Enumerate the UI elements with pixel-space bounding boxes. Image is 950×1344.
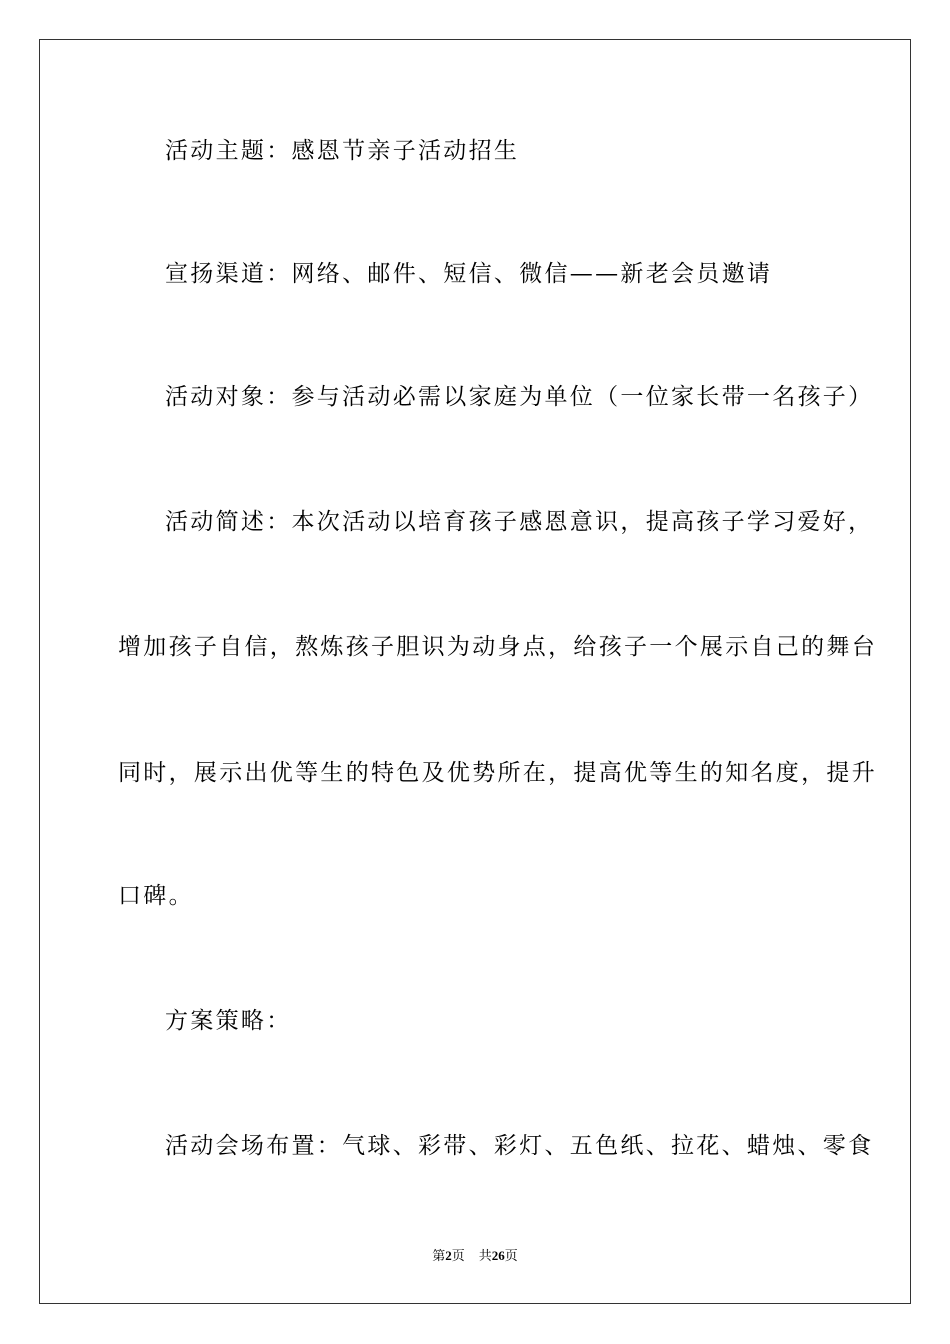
footer-total-prefix: 共	[478, 1248, 492, 1263]
footer-page-prefix: 第	[432, 1248, 446, 1263]
footer-page-total: 26	[491, 1248, 505, 1263]
page-footer	[0, 1247, 950, 1265]
paragraph-line-2: 宣扬渠道：网络、邮件、短信、微信——新老会员邀请	[165, 261, 773, 287]
paragraph-line-8: 方案策略：	[165, 1008, 292, 1034]
paragraph-line-3: 活动对象：参与活动必需以家庭为单位（一位家长带一名孩子）	[165, 384, 874, 410]
paragraph-line-5: 增加孩子自信，熬炼孩子胆识为动身点，给孩子一个展示自己的舞台	[118, 634, 877, 660]
paragraph-line-7: 口碑。	[118, 883, 194, 909]
page-border	[39, 39, 911, 1304]
footer-total-suffix: 页	[504, 1248, 518, 1263]
paragraph-line-4: 活动简述：本次活动以培育孩子感恩意识，提高孩子学习爱好，	[165, 509, 874, 535]
paragraph-line-9: 活动会场布置：气球、彩带、彩灯、五色纸、拉花、蜡烛、零食	[165, 1133, 874, 1159]
paragraph-line-1: 活动主题：感恩节亲子活动招生	[165, 138, 520, 164]
footer-page-suffix: 页	[451, 1248, 465, 1263]
footer-page-current: 2	[445, 1248, 452, 1263]
paragraph-line-6: 同时，展示出优等生的特色及优势所在，提高优等生的知名度，提升	[118, 760, 877, 786]
